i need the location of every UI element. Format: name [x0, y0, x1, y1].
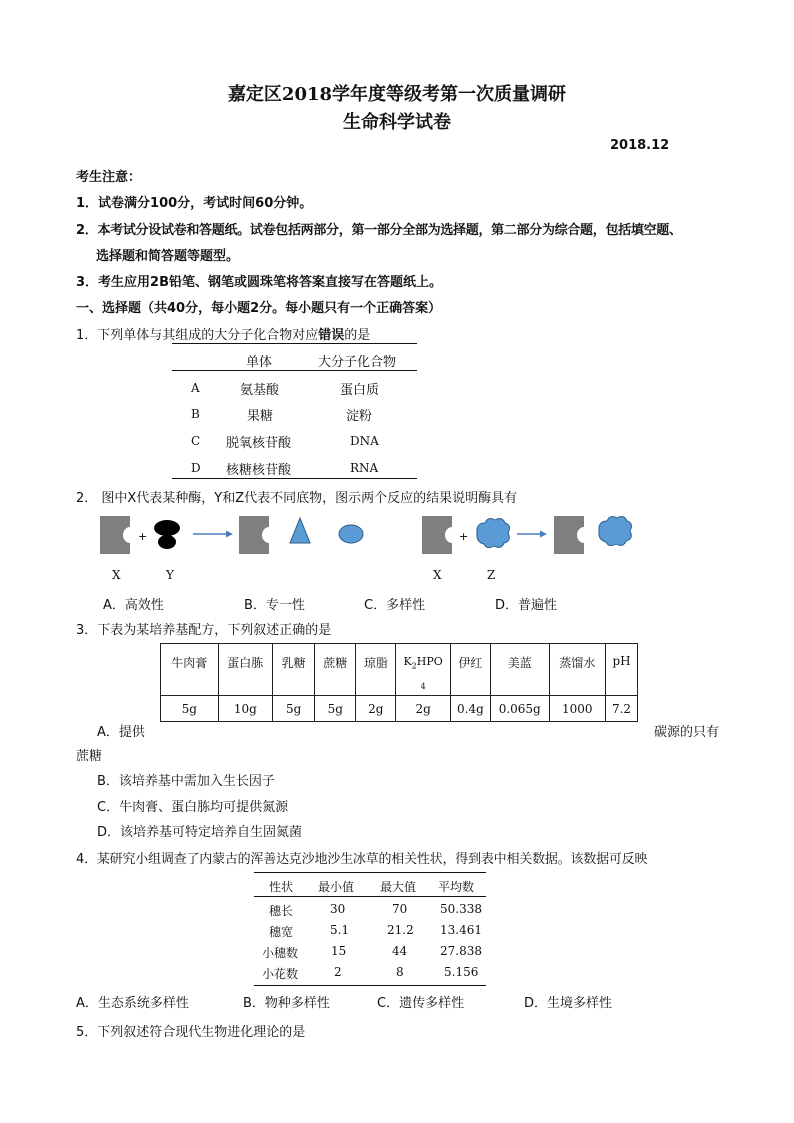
q4-cell: 15: [331, 944, 347, 958]
q2-option-b: B．专一性: [244, 598, 305, 613]
q4-option-d: D．生境多样性: [524, 996, 613, 1011]
q1-row-c-mono: 脱氧核苷酸: [226, 436, 292, 451]
enzyme-x-icon-2: [422, 516, 452, 554]
q1-stem-pre: 1．下列单体与其组成的大分子化合物对应: [76, 328, 319, 343]
recipe-header-cell: 琼脂: [356, 644, 396, 696]
q4-option-b: B．物种多样性: [243, 996, 330, 1011]
q4-header-min: 最小值: [318, 880, 355, 894]
k-symbol: K: [403, 655, 412, 668]
recipe-header-cell: 乳糖: [273, 644, 315, 696]
recipe-value-cell: 5g: [273, 696, 315, 722]
q4-cell: 50.338: [440, 902, 482, 916]
q4-cell: 2: [334, 965, 342, 979]
recipe-value-cell: 2g: [396, 696, 450, 722]
notice-item-2-cont: 选择题和简答题等题型。: [96, 249, 240, 264]
q1-row-b-macro: 淀粉: [346, 409, 373, 424]
q4-cell: 8: [396, 965, 404, 979]
q2-stem: 2． 图中X代表某种酶，Y和Z代表不同底物，图示两个反应的结果说明酶具有: [76, 491, 518, 506]
notice-item-1: 1．试卷满分100分，考试时间60分钟。: [76, 196, 313, 211]
arrow-icon-2: [517, 531, 547, 538]
enzyme-x-z-icon: [554, 516, 584, 554]
recipe-header-cell: 美蓝: [490, 644, 549, 696]
q4-cell: 5.1: [330, 923, 350, 937]
recipe-header-cell: 蛋白胨: [218, 644, 272, 696]
recipe-header-cell: pH: [606, 644, 638, 696]
q1-table-header-rule: [172, 370, 417, 371]
recipe-value-cell: 10g: [218, 696, 272, 722]
q4-cell: 44: [392, 944, 408, 958]
q3-option-a-right: 碳源的只有: [654, 725, 720, 740]
label-x-1: X: [112, 568, 121, 582]
q4-stem: 4．某研究小组调查了内蒙古的浑善达克沙地沙生冰草的相关性状，得到表中相关数据。该数据可反映: [76, 852, 648, 867]
q4-cell: 5.156: [444, 965, 479, 979]
recipe-header-cell: 蔗糖: [315, 644, 356, 696]
q4-cell: 70: [392, 902, 408, 916]
plus-sign-2: +: [459, 530, 469, 543]
label-x-2: X: [433, 568, 442, 582]
q1-row-a-macro: 蛋白质: [340, 383, 380, 398]
arrow-icon: [193, 531, 233, 538]
q3-stem: 3．下表为某培养基配方，下列叙述正确的是: [76, 623, 332, 638]
q2-option-d: D．普遍性: [495, 598, 558, 613]
q3-option-a-cont: 蔗糖: [76, 749, 103, 764]
recipe-value-cell: 0.065g: [490, 696, 549, 722]
enzyme-x-icon: [100, 516, 130, 554]
q1-row-b-opt: B: [191, 407, 200, 421]
ellipse-product-icon: [339, 525, 363, 543]
q1-row-d-mono: 核糖核苷酸: [226, 463, 292, 478]
q4-option-a: A．生态系统多样性: [76, 996, 189, 1011]
recipe-header-cell: 牛肉膏: [161, 644, 219, 696]
q3-option-a-left: A．提供: [97, 725, 145, 740]
recipe-header-row: [161, 644, 638, 696]
recipe-value-cell: 7.2: [606, 696, 638, 722]
q1-header-macro: 大分子化合物: [318, 355, 397, 370]
section1-heading: 一、选择题（共40分，每小题2分。每小题只有一个正确答案）: [76, 301, 442, 316]
q3-option-c: C．牛肉膏、蛋白胨均可提供氮源: [97, 800, 289, 815]
q4-header-mean: 平均数: [438, 880, 475, 894]
hpo-symbol: HPO: [416, 655, 443, 668]
q1-stem-post: 的是: [344, 328, 371, 343]
q3-option-d: D．该培养基可特定培养自生固氮菌: [97, 825, 303, 840]
q1-stem: [76, 324, 370, 343]
recipe-header-cell: 蒸馏水: [549, 644, 606, 696]
q2-option-c: C．多样性: [364, 598, 426, 613]
q1-row-d-macro: RNA: [350, 461, 379, 475]
q4-header-max: 最大值: [380, 880, 417, 894]
q2-option-a: A．高效性: [103, 598, 164, 613]
q1-stem-emphasis: 错误: [318, 328, 345, 343]
exam-subtitle: 生命科学试卷: [343, 112, 451, 133]
plus-sign: +: [138, 530, 148, 543]
q5-stem: 5．下列叙述符合现代生物进化理论的是: [76, 1025, 306, 1040]
recipe-header-cell-k2hpo4: [396, 644, 450, 696]
q1-row-c-opt: C: [191, 434, 201, 448]
q4-option-c: C．遗传多样性: [377, 996, 465, 1011]
q4-cell: 小花数: [262, 967, 299, 981]
recipe-value-cell: 1000: [549, 696, 606, 722]
k-subscript: 2: [411, 661, 417, 671]
q4-cell: 13.461: [440, 923, 482, 937]
label-y: Y: [166, 568, 174, 582]
q1-table-top-rule: [172, 343, 417, 344]
recipe-value-row: [161, 696, 638, 722]
q4-cell: 穗宽: [269, 925, 294, 939]
q1-row-b-mono: 果糖: [247, 409, 274, 424]
recipe-value-cell: 5g: [161, 696, 219, 722]
q4-table-header-rule: [254, 896, 486, 897]
q4-header-trait: 性状: [269, 880, 294, 894]
q1-header-monomer: 单体: [246, 355, 273, 370]
medium-recipe-table: [160, 643, 638, 722]
recipe-value-cell: 0.4g: [450, 696, 490, 722]
q4-cell: 27.838: [440, 944, 482, 958]
q4-cell: 30: [330, 902, 346, 916]
q4-table-top-rule: [254, 872, 486, 873]
substrate-y-icon: [154, 520, 180, 549]
q4-cell: 小穗数: [262, 946, 299, 960]
q3-option-b: B．该培养基中需加入生长因子: [97, 774, 275, 789]
notice-item-3: 3．考生应用2B铅笔、钢笔或圆珠笔将答案直接写在答题纸上。: [76, 275, 442, 290]
product-z-icon: [599, 517, 632, 546]
triangle-product-icon: [290, 518, 310, 543]
enzyme-reaction-diagram: [90, 510, 650, 562]
exam-title: 嘉定区2018学年度等级考第一次质量调研: [227, 84, 567, 105]
q1-table-bottom-rule: [172, 478, 417, 479]
notice-item-2: 2．本考试分设试卷和答题纸。试卷包括两部分，第一部分全部为选择题，第二部分为综合题，包括填空题、: [76, 223, 682, 238]
substrate-z-icon: [477, 519, 510, 548]
recipe-header-cell: 伊红: [450, 644, 490, 696]
recipe-value-cell: 2g: [356, 696, 396, 722]
label-z: Z: [487, 568, 496, 582]
q4-cell: 21.2: [387, 923, 414, 937]
q4-table-bottom-rule: [254, 985, 486, 986]
exam-date: 2018.12: [610, 138, 670, 153]
q1-row-a-opt: A: [191, 381, 200, 395]
q1-row-d-opt: D: [191, 461, 201, 475]
q1-row-a-mono: 氨基酸: [240, 383, 280, 398]
o-subscript: 4: [420, 682, 426, 691]
recipe-value-cell: 5g: [315, 696, 356, 722]
notice-heading: 考生注意：: [76, 170, 142, 185]
q1-row-c-macro: DNA: [350, 434, 379, 448]
q4-cell: 穗长: [269, 904, 294, 918]
enzyme-x-product-icon: [239, 516, 269, 554]
